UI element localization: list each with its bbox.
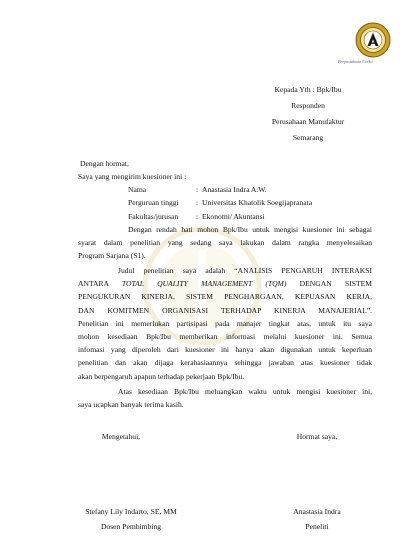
- identity-row-name: Nama : Anastasia Indra A.W.: [128, 183, 267, 196]
- researcher-role: Peneliti: [305, 522, 329, 531]
- identity-row-faculty: Fakultas/jurusan : Ekonomi/ Akuntansi: [128, 210, 265, 223]
- researcher-name: Anastasia Indra: [293, 507, 341, 516]
- left-signature-heading: Mengetahui,: [101, 432, 141, 441]
- tqm-term: TOTAL QUALITY MANAGEMENT (TQM): [121, 279, 287, 289]
- paragraph-line: DAN KOMITMEN ORGANISASI TERHADAP KINERJA MANAJERIAL”.: [78, 305, 372, 315]
- identity-label: Perguruan tinggi: [128, 198, 179, 207]
- identity-label: Nama: [128, 185, 147, 194]
- address-line-1: Kepada Yth : Bpk/Ibu: [274, 85, 342, 94]
- identity-value: Ekonomi/ Akuntansi: [202, 212, 265, 221]
- paragraph-line: [78, 277, 372, 290]
- text-segment: ANTARA: [78, 279, 122, 289]
- paragraph-line: Dengan rendah hati mohon Bpk/Ibu untuk mengisi kuesioner ini sebagai: [128, 225, 372, 234]
- paragraph-line: penelitian dan akan dijaga kerahasiaannya sehingga jawaban atas kuesioner tidak: [78, 358, 372, 368]
- paragraph-line: syarat dalam penelitian yang sedang saya lakukan dalam rangka menyelesaikan: [78, 238, 372, 248]
- identity-value: Universitas Khatolik Soegijapranata: [202, 198, 313, 207]
- advisor-name: Stefany Lily Indarto, SE, MM: [85, 507, 177, 516]
- identity-row-university: Perguruan tinggi : Universitas Khatolik Soegijapranata: [128, 196, 312, 209]
- advisor-role: Dosen Pembimbing: [100, 522, 162, 531]
- right-signature-heading: Hormat saya,: [296, 432, 338, 441]
- intro-text: Saya yang mengirim kuesioner ini :: [78, 172, 187, 181]
- paragraph-line: saya ucapkan banyak terima kasih.: [78, 400, 184, 410]
- paragraph-line: Judul penelitian saya adalah “ANALISIS PENGARUH INTERAKSI: [118, 266, 372, 275]
- identity-label: Fakultas/jurusan: [128, 212, 179, 221]
- paragraph-request: [78, 223, 372, 263]
- address-line-2: Responden: [291, 101, 325, 110]
- paragraph-line: akan berpengaruh apapun terhadap pekerjaan Bpk/Ibu.: [78, 371, 245, 381]
- paragraph-thanks: [78, 385, 372, 411]
- university-seal-icon: [355, 22, 391, 58]
- paragraph-line: PENGUKURAN KINERJA, SISTEM PENGHARGAAN, KEPUASAN KERJA,: [78, 292, 372, 302]
- paragraph-research-title: [78, 264, 372, 383]
- paragraph-line: Penelitian ini memerlukan partisipasi pada manajer tingkat atas, untuk itu saya: [78, 318, 372, 328]
- logo-caption: Perpustakaan Unika: [338, 59, 373, 64]
- address-line-3: Perusahaan Manufaktur: [271, 117, 345, 126]
- text-segment: DENGAN SISTEM: [286, 279, 372, 289]
- identity-value: Anastasia Indra A.W.: [202, 185, 267, 194]
- salutation: Dengan hormat,: [80, 159, 129, 168]
- paragraph-line: Atas kesediaan Bpk/Ibu meluangkan waktu untuk mengisi kuesioner ini,: [118, 387, 372, 396]
- address-line-4: Semarang: [292, 133, 324, 142]
- paragraph-line: mohon kesediaan Bpk/Ibu memberikan informasi melalui kuesioner ini. Semua: [78, 331, 372, 341]
- paragraph-line: infomasi yang diperoleh dari kuesioner ini hanya akan digunakan untuk keperluan: [78, 345, 372, 355]
- paragraph-line: Program Sarjana (S1).: [78, 251, 146, 261]
